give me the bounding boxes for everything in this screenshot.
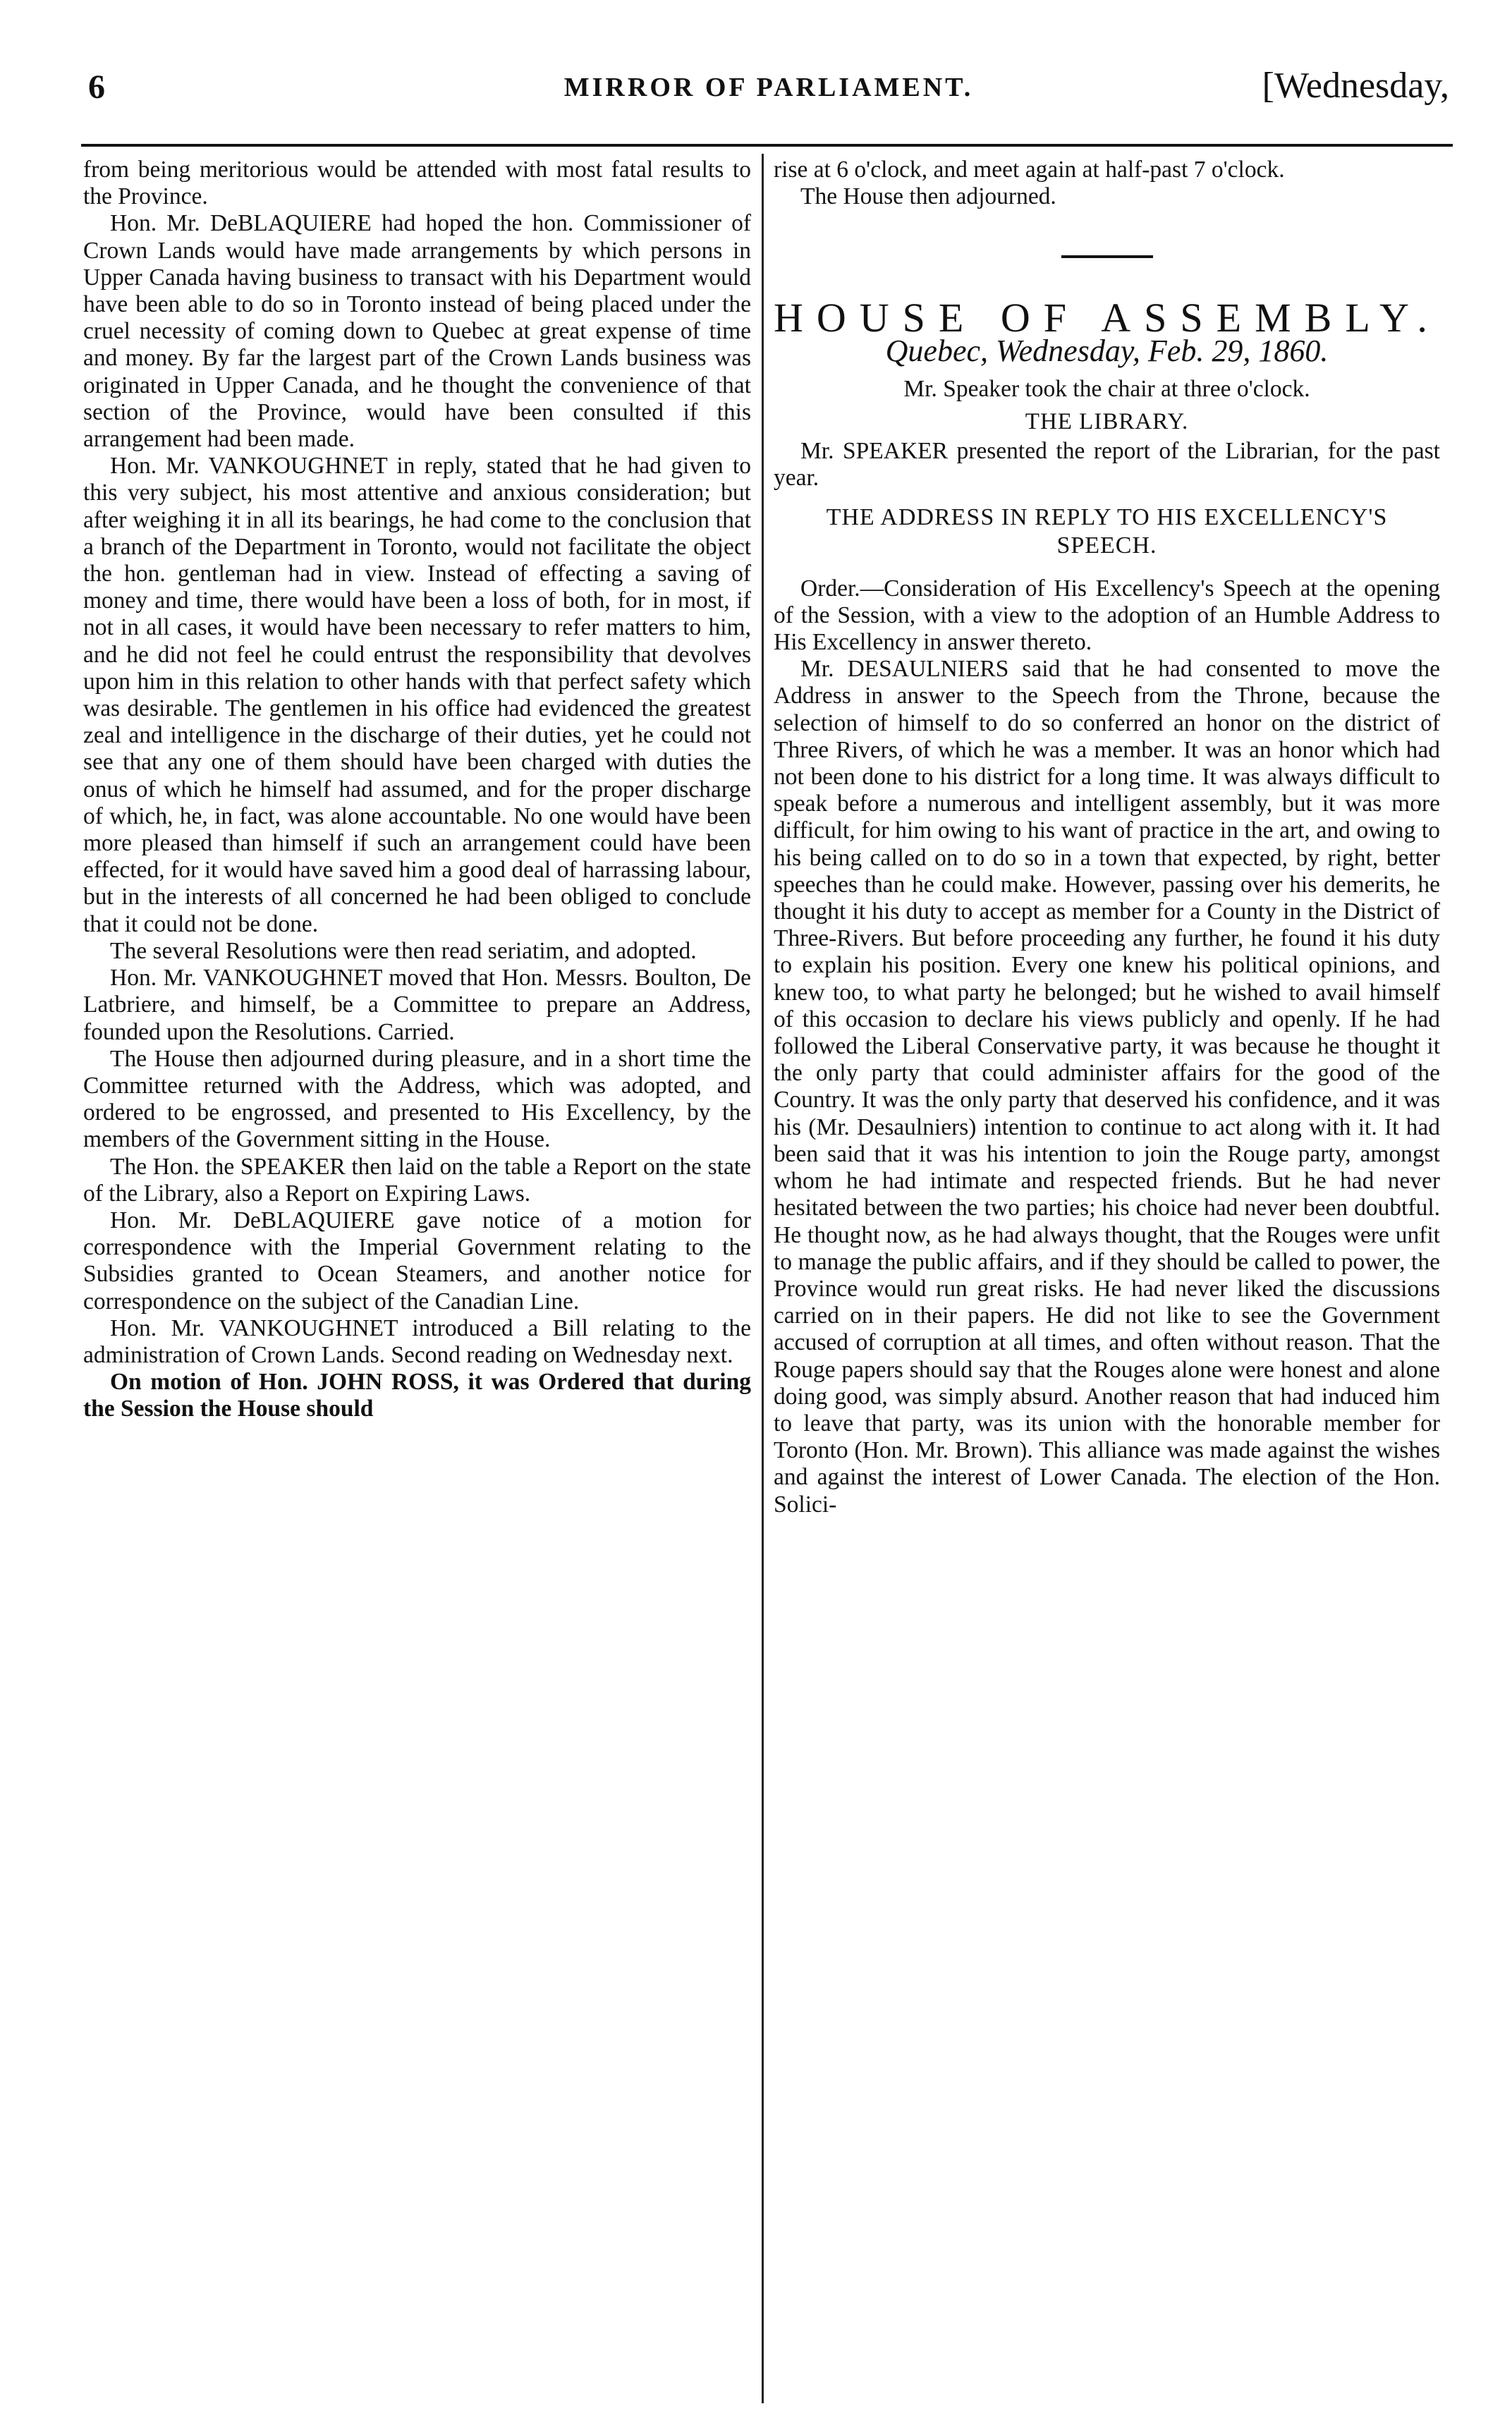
right-paragraph-5: Order.—Consideration of His Excellency's Speech at the opening of the Session, with a view to the adoption of an Humble Address to His Excellency in answer thereto. bbox=[774, 575, 1440, 656]
right-paragraph-1: rise at 6 o'clock, and meet again at half-past 7 o'clock. bbox=[774, 157, 1285, 183]
session-dateline: Quebec, Wednesday, Feb. 29, 1860. bbox=[885, 333, 1329, 368]
section-rule bbox=[1061, 255, 1153, 258]
house-of-assembly-heading: HOUSE OF ASSEMBLY. bbox=[774, 295, 1441, 341]
header-rule bbox=[81, 144, 1453, 147]
left-column bbox=[83, 157, 751, 1423]
right-paragraph-3: Mr. Speaker took the chair at three o'clock. bbox=[903, 375, 1310, 402]
left-paragraph-3: Hon. Mr. VANKOUGHNET in reply, stated that he had given to this very subject, his most attentive and anxious consideration; but after weighing it in all its bearings, he had come to the conclusion that a branch of the Department in Toronto, would not facilitate the object the hon. gentleman had in view. Instead of effecting a saving of money and time, there would have been a loss of both, for in most, if not in all cases, it would have been necessary to refer matters to him, and he did not feel he could entrust the responsibility that devolves upon him in this relation to other hands with that perfect safety which was desirable. The gentlemen in his office had evidenced the greatest zeal and intelligence in the discharge of their duties, yet he could not see that any one of them should have been charged with duties the onus of which he himself had assumed, and for the proper discharge of which, he, in fact, was alone accountable. No one would have been more pleased than himself if such an arrangement could have been effected, for it would have saved him a good deal of harrassing labour, but in the interests of all concerned he had been obliged to conclude that it could not be done. bbox=[83, 453, 751, 937]
right-paragraph-6: Mr. DESAULNIERS said that he had consented to move the Address in answer to the Speech from the Throne, because the selection of himself to do so conferred an honor on the district of Three Rivers, of which he was a member. It was an honor which had not been done to his district for a long time. It was always difficult to speak before a numerous and intelligent assembly, but it was more difficult, for him owing to his want of practice in the art, and owing to his being called on to do so in a town that expected, by right, better speeches than he could make. However, passing over his demerits, he thought it his duty to accept as member for a County in the District of Three-Rivers. But before proceeding any further, he found it his duty to explain his position. Every one knew his political opinions, and knew too, to what party he belonged; but he wished to avail himself of this occasion to declare his views publicly and openly. If he had followed the Liberal Conservative party, it was because he thought it the only party that could administer affairs for the good of the Country. It was the only party that deserved his confidence, and it was his (Mr. Desaulniers) intention to continue to act along with it. It had been said that it was his intention to join the Rouge party, amongst whom he had intimate and respected friends. But he had never hesitated between the two parties; his choice had never been doubtful. He thought now, as he had always thought, that the Rouges were unfit to manage the public affairs, and if they should be called to power, the Province would run great risks. He had never liked the discussions carried on in their papers. He did not like to see the Government accused of corruption at all times, and often without reason. That the Rouge papers should say that the Rouges alone were honest and alone doing good, was simply absurd. Another reason that had induced him to leave that party, was its union with the honorable member for Toronto (Hon. Mr. Brown). This alliance was made against the wishes and against the interest of Lower Canada. The election of the Hon. Solici- bbox=[774, 656, 1440, 1518]
library-heading: THE LIBRARY. bbox=[1025, 409, 1189, 435]
left-paragraph-7: The Hon. the SPEAKER then laid on the table a Report on the state of the Library, also a Report on Expiring Laws. bbox=[83, 1153, 751, 1207]
right-paragraph-4: Mr. SPEAKER presented the report of the Librarian, for the past year. bbox=[774, 438, 1440, 492]
page-number: 6 bbox=[88, 68, 105, 106]
left-paragraph-6: The House then adjourned during pleasure, and in a short time the Committee returned with the Address, which was adopted, and ordered to be engrossed, and presented to His Excellency, by the members of the Government sitting in the House. bbox=[83, 1045, 751, 1153]
right-column bbox=[774, 157, 1440, 1518]
column-divider bbox=[762, 154, 764, 2403]
left-paragraph-4: The several Resolutions were then read seriatim, and adopted. bbox=[110, 937, 697, 964]
left-paragraph-9: Hon. Mr. VANKOUGHNET introduced a Bill relating to the administration of Crown Lands. Second reading on Wednesday next. bbox=[83, 1314, 751, 1368]
left-paragraph-8: Hon. Mr. DeBLAQUIERE gave notice of a motion for correspondence with the Imperial Government relating to the Subsidies granted to Ocean Steamers, and another notice for correspondence on the subject of the Canadian Line. bbox=[83, 1207, 751, 1314]
address-heading: THE ADDRESS IN REPLY TO HIS EXCELLENCY'S SPEECH. bbox=[826, 504, 1388, 559]
publication-title: MIRROR OF PARLIAMENT. bbox=[563, 73, 974, 102]
right-paragraph-2: The House then adjourned. bbox=[800, 183, 1056, 210]
left-paragraph-10: On motion of Hon. JOHN ROSS, it was Ordered that during the Session the House should bbox=[83, 1369, 751, 1422]
page-header bbox=[88, 68, 1449, 124]
left-paragraph-5: Hon. Mr. VANKOUGHNET moved that Hon. Messrs. Boulton, De Latbriere, and himself, be a Committee to prepare an Address, founded upon the Resolutions. Carried. bbox=[83, 965, 751, 1045]
left-paragraph-1: from being meritorious would be attended with most fatal results to the Province. bbox=[83, 157, 751, 210]
left-paragraph-2: Hon. Mr. DeBLAQUIERE had hoped the hon. Commissioner of Crown Lands would have made arrangements by which persons in Upper Canada having business to transact with his Department would have been able to do so in Toronto instead of being placed under the cruel necessity of coming down to Quebec at great expense of time and money. By far the largest part of the Crown Lands business was originated in Upper Canada, and he thought the convenience of that section of the Province, would have been consulted if this arrangement had been made. bbox=[83, 210, 751, 453]
header-day: [Wednesday, bbox=[1262, 66, 1449, 106]
